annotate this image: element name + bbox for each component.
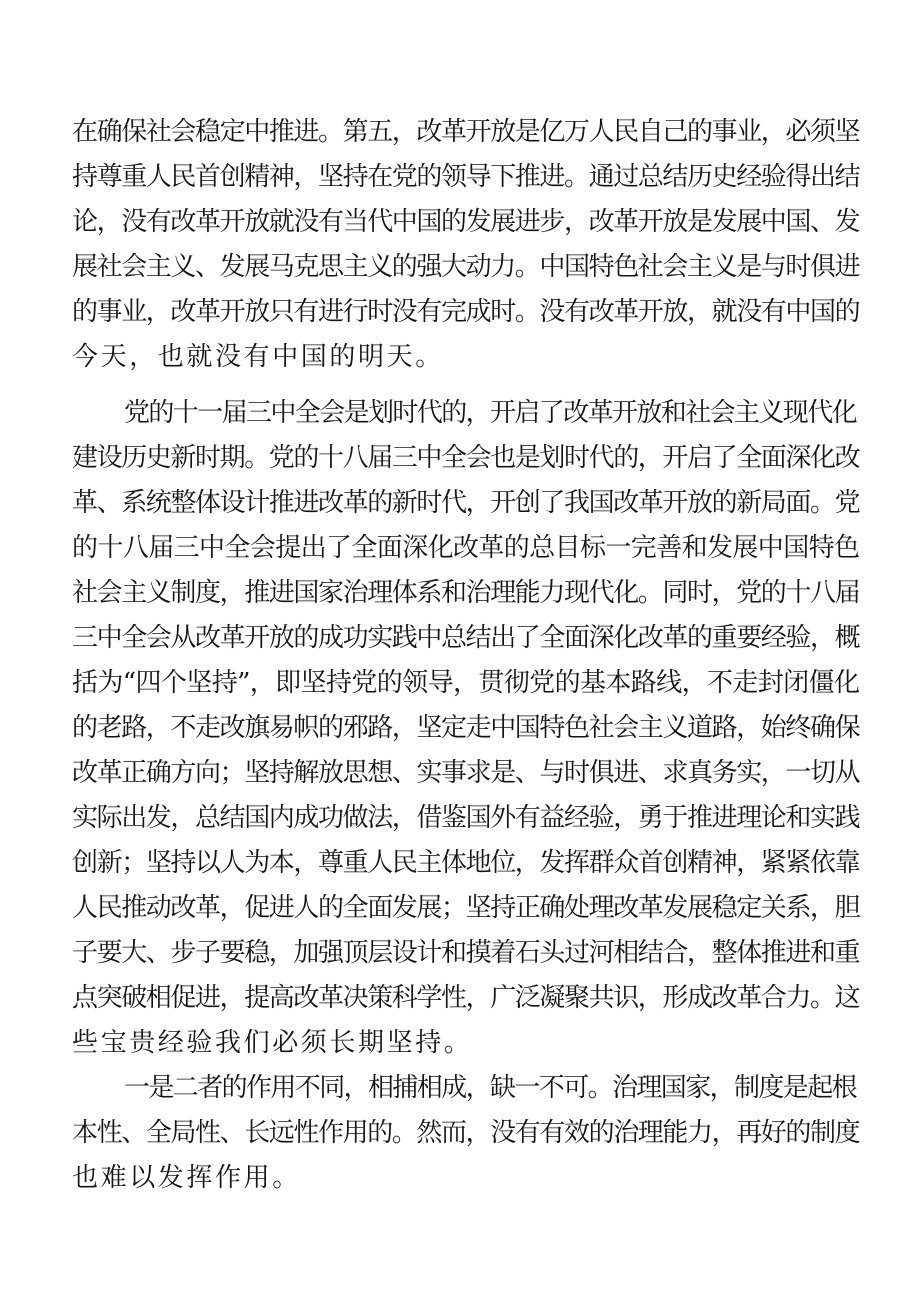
text-line: 今天，也就没有中国的明天。 xyxy=(72,342,444,372)
text-line: 革、系统整体设计推进改革的新时代，开创了我国改革开放的新局面。党 xyxy=(72,488,860,518)
text-line: 的十八届三中全会提出了全面深化改革的总目标一完善和发展中国特色 xyxy=(72,533,860,563)
text-line: 持尊重人民首创精神，坚持在党的领导下推进。通过总结历史经验得出结 xyxy=(72,162,860,192)
text-line: 子要大、步子要稳，加强顶层设计和摸着石头过河相结合，整体推进和重 xyxy=(72,938,860,968)
text-line: 的事业，改革开放只有进行时没有完成时。没有改革开放，就没有中国的 xyxy=(72,297,860,327)
text-line: 实际出发，总结国内成功做法，借鉴国外有益经验，勇于推进理论和实践 xyxy=(72,803,860,833)
text-line: 人民推动改革，促进人的全面发展；坚持正确处理改革发展稳定关系，胆 xyxy=(72,893,860,923)
text-line: 社会主义制度，推进国家治理体系和治理能力现代化。同时，党的十八届 xyxy=(72,578,860,608)
text-line: 改革正确方向；坚持解放思想、实事求是、与时俱进、求真务实，一切从 xyxy=(72,758,860,788)
text-line: 展社会主义、发展马克思主义的强大动力。中国特色社会主义是与时俱进 xyxy=(72,252,860,282)
text-line: 创新；坚持以人为本，尊重人民主体地位，发挥群众首创精神，紧紧依靠 xyxy=(72,848,860,878)
text-line: 在确保社会稳定中推进。第五，改革开放是亿万人民自己的事业，必须坚 xyxy=(72,117,860,147)
paragraph-first-line: 党的十一届三中全会是划时代的，开启了改革开放和社会主义现代化 xyxy=(124,398,857,428)
text-line: 本性、全局性、长远性作用的。然而，没有有效的治理能力，再好的制度 xyxy=(72,1118,860,1148)
text-line: 论，没有改革开放就没有当代中国的发展进步，改革开放是发展中国、发 xyxy=(72,207,860,237)
text-line: 建设历史新时期。党的十八届三中全会也是划时代的，开启了全面深化改 xyxy=(72,443,860,473)
text-line: 也难以发挥作用。 xyxy=(72,1163,301,1193)
text-line: 些宝贵经验我们必须长期坚持。 xyxy=(72,1028,473,1058)
text-line: 点突破相促进，提高改革决策科学性，广泛凝聚共识，形成改革合力。这 xyxy=(72,983,860,1013)
text-line: 的老路，不走改旗易帜的邪路，坚定走中国特色社会主义道路，始终确保 xyxy=(72,713,860,743)
text-line: 三中全会从改革开放的成功实践中总结出了全面深化改革的重要经验，概 xyxy=(72,623,860,653)
paragraph-first-line: 一是二者的作用不同，相捕相成，缺一不可。治理国家，制度是起根 xyxy=(124,1073,857,1103)
text-line: 括为“四个坚持”，即坚持党的领导，贯彻党的基本路线，不走封闭僵化 xyxy=(72,668,860,698)
